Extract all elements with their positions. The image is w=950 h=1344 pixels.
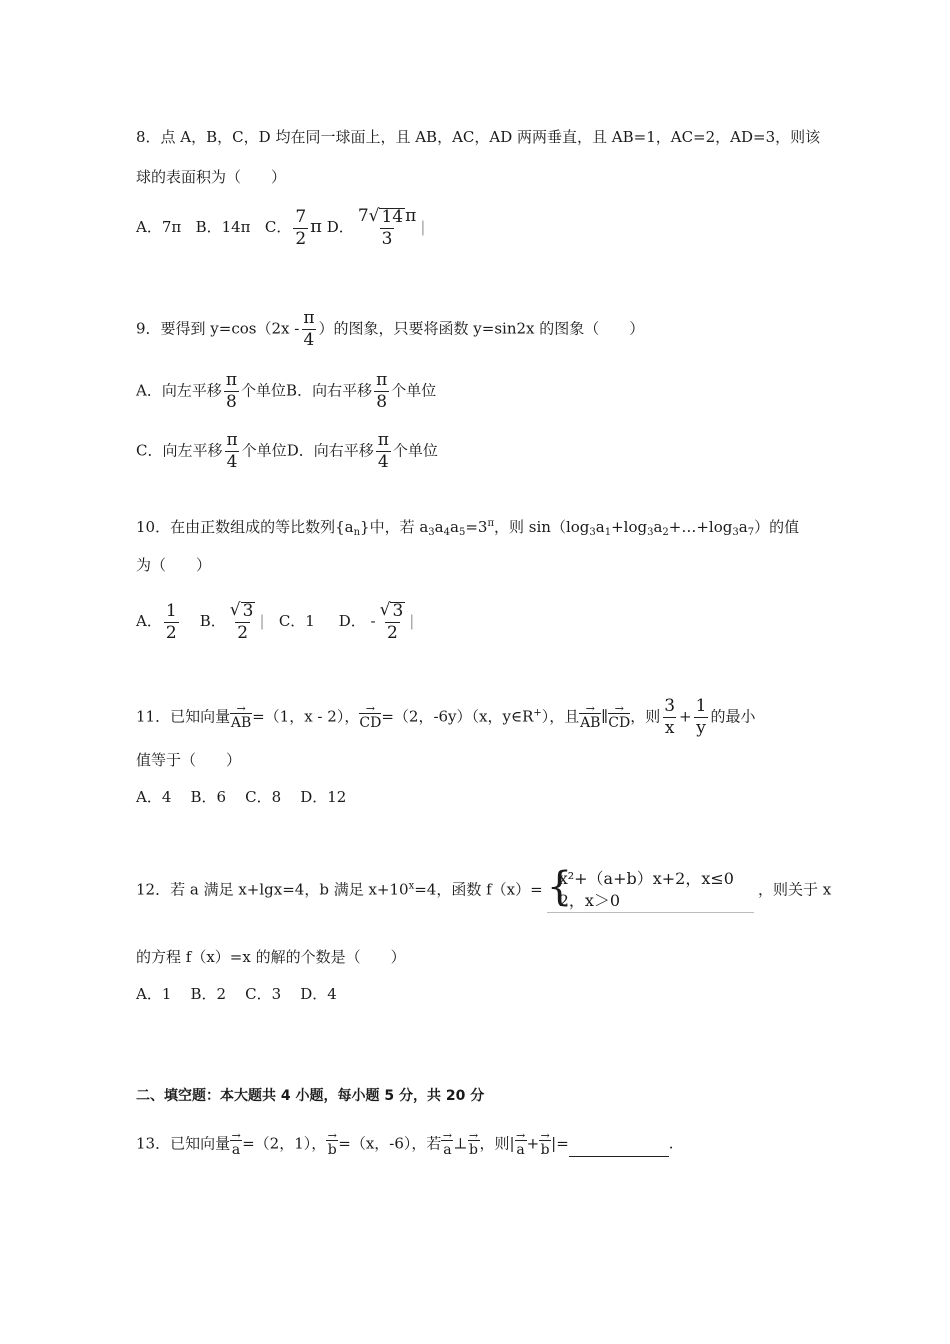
sub: n	[353, 527, 361, 538]
sub: 5	[458, 527, 466, 538]
q12-option-c: C．3	[245, 985, 282, 1003]
q10-d-frac	[378, 602, 408, 642]
case-2: 2，x＞0	[558, 891, 621, 910]
frac-num: 1	[165, 600, 177, 621]
q8-line1: 8．点 A，B，C，D 均在同一球面上，且 AB，AC，AD 两两垂直，且 AB=1，AC=2，AD=3，则该	[136, 128, 821, 146]
t: 的最小	[710, 707, 756, 726]
t: +…+log	[668, 518, 733, 536]
q10-b-frac	[228, 602, 258, 642]
q9-d-post: 个单位	[392, 441, 438, 460]
t: =（2，-6y）（x，y∈R	[381, 707, 534, 726]
t: |=	[551, 1134, 569, 1153]
vec-label: CD	[359, 715, 382, 731]
vec-label: a	[516, 1142, 525, 1158]
vector-a: → a	[442, 1129, 452, 1158]
section-heading: 二、填空题：本大题共 4 小题，每小题 5 分，共 20 分	[136, 1088, 485, 1104]
q8-option-d-frac	[356, 208, 419, 248]
q11-option-b: B．6	[190, 788, 227, 806]
q9-c-frac	[224, 432, 239, 471]
vector-b: → b	[327, 1129, 337, 1158]
sub: 2	[662, 527, 669, 538]
frac-den: 4	[226, 452, 238, 472]
frac-num: 3	[664, 696, 676, 716]
frac-den: 8	[376, 392, 388, 412]
t: ），且	[541, 707, 580, 726]
q8-line2: 球的表面积为（ ）	[136, 168, 287, 186]
sub: 3	[589, 527, 596, 538]
answer-blank[interactable]	[569, 1140, 669, 1157]
t: ，则关于 x	[757, 880, 832, 899]
q10-line1	[136, 514, 799, 543]
q8-option-c-frac	[293, 206, 308, 249]
t: 13．已知向量	[136, 1134, 231, 1153]
frac-num: π	[377, 430, 389, 450]
t: =4，函数 f（x）=	[414, 880, 543, 899]
t: 12．若 a 满足 x+lgx=4，b 满足 x+10	[136, 880, 409, 899]
sub: 3	[428, 527, 435, 538]
frac-num: √ 3	[379, 600, 404, 621]
t: a	[595, 518, 605, 536]
q10-a-frac	[164, 600, 179, 643]
radicand: 3	[242, 601, 254, 621]
q9-option-c: C．向左平移	[136, 441, 223, 460]
q9-option-b: B．向右平移	[286, 381, 373, 400]
sup: x	[408, 880, 415, 892]
q8-option-c-pi: π	[310, 216, 322, 237]
q9-stem-pre: 9．要得到 y=cos（2x -	[136, 319, 300, 338]
vec-label: b	[540, 1142, 550, 1158]
coef: 7	[357, 206, 369, 226]
sqrt: √ 14	[368, 206, 404, 227]
radicand: 14	[381, 207, 404, 227]
case-1: x²+（a+b）x+2，x≤0	[558, 869, 734, 888]
vec-label: AB	[580, 715, 601, 731]
q10-option-d: D．	[338, 612, 366, 630]
frac-den: y	[696, 718, 706, 738]
q9-c-post: 个单位	[241, 441, 287, 460]
q12-line2: 的方程 f（x）=x 的解的个数是（ ）	[136, 948, 406, 966]
sup: +	[533, 707, 542, 719]
frac-num: π	[225, 370, 238, 390]
q10-line2: 为（ ）	[136, 556, 212, 574]
frac-den: 2	[387, 623, 398, 643]
sign: -	[370, 612, 376, 630]
t: =3	[465, 518, 488, 536]
t: =（1，x - 2），	[252, 707, 360, 726]
parallel-symbol: ∥	[601, 707, 609, 726]
sub: 3	[732, 527, 739, 538]
vector-cd: → CD	[359, 702, 382, 731]
t: ，则 sin（log	[494, 518, 590, 536]
frac-num	[356, 208, 419, 228]
frac-den: 2	[165, 622, 177, 643]
q9-options-cd	[136, 432, 438, 471]
t: 11．已知向量	[136, 707, 231, 726]
q13-stem	[136, 1129, 674, 1158]
sup: π	[487, 518, 495, 529]
frac-den: 4	[377, 452, 389, 472]
q11-frac-1	[662, 698, 677, 737]
q9-option-a: A．向左平移	[136, 381, 222, 400]
t: a	[738, 518, 748, 536]
vector-ab: → AB	[230, 702, 252, 731]
t: +	[526, 1134, 540, 1153]
t: a	[434, 518, 444, 536]
q9-stem	[136, 310, 644, 349]
vector-cd: → CD	[608, 702, 631, 731]
vector-a: → a	[231, 1129, 241, 1158]
t: a	[450, 518, 459, 536]
q9-stem-frac	[301, 310, 316, 349]
frac-num: 7	[295, 206, 307, 227]
q8-option-c	[264, 206, 327, 249]
vector-a: → a	[515, 1129, 526, 1158]
q8-options	[136, 208, 425, 248]
vec-label: b	[327, 1142, 337, 1158]
t: ，则|	[479, 1134, 515, 1153]
t: 10．在由正数组成的等比数列{a	[136, 518, 354, 536]
frac-num: π	[376, 370, 388, 390]
frac-den: 8	[226, 392, 237, 412]
sub: 1	[604, 527, 612, 538]
q9-options-ab	[136, 372, 436, 411]
q11-option-d: D．12	[300, 788, 347, 806]
q8-option-d-label: D．	[326, 218, 354, 236]
q8-option-d: D． 7 √ 14 π 3 |	[326, 206, 426, 249]
q9-b-post: 个单位	[391, 381, 437, 400]
q12-option-b: B．2	[190, 985, 227, 1003]
t: +	[679, 707, 692, 726]
q12-option-a: A．1	[136, 985, 172, 1003]
q9-a-frac	[224, 372, 239, 411]
vector-ab: → AB	[580, 702, 601, 731]
vec-label: a	[231, 1142, 241, 1158]
vec-label: a	[443, 1142, 452, 1158]
q9-b-frac	[374, 372, 389, 411]
frac-den: x	[664, 718, 675, 738]
frac-num: π	[226, 430, 238, 450]
sub: 7	[747, 527, 755, 538]
q8-option-b: B．14π	[195, 218, 251, 236]
q11-line2: 值等于（ ）	[136, 751, 242, 769]
q8-option-c-label: C．	[264, 218, 292, 236]
vec-label: AB	[230, 715, 252, 731]
sub: 4	[443, 527, 450, 538]
vec-label: b	[469, 1142, 478, 1158]
q10-options: A． $\frac{1}{2}$ B． √ 3 2 | C．1 D． - √ 3 2 |	[136, 600, 415, 643]
q8-option-a: A．7π	[136, 218, 182, 236]
q11-option-c: C．8	[245, 788, 282, 806]
frac-den: 2	[237, 623, 249, 643]
q10-option-c: C．1	[278, 612, 315, 630]
piecewise-function: { x²+（a+b）x+2，x≤0 2，x＞0	[547, 868, 754, 913]
pi: π	[405, 206, 417, 226]
q12-options	[136, 984, 337, 1004]
t: }中，若 a	[360, 518, 429, 536]
frac-den: 2	[295, 228, 307, 249]
perp-symbol: ⊥	[453, 1134, 468, 1153]
t: ）的值	[754, 518, 800, 536]
frac-num: √ 3	[229, 600, 254, 621]
q12-stem	[136, 864, 832, 913]
frac-den: 3	[381, 229, 393, 249]
vec-label: CD	[608, 715, 631, 731]
q9-stem-post: ）的图象，只要将函数 y=sin2x 的图象（ ）	[318, 319, 645, 338]
q10-option-a: A．	[136, 612, 162, 630]
vector-b: → b	[540, 1129, 550, 1158]
q11-option-a: A．4	[136, 788, 172, 806]
q11-options	[136, 787, 346, 807]
q9-a-post: 个单位	[241, 381, 287, 400]
q9-d-frac	[376, 432, 391, 471]
radicand: 3	[392, 601, 404, 621]
q10-option-b: B．	[199, 612, 226, 630]
t: =（2，1），	[242, 1134, 327, 1153]
q11-frac-2	[694, 698, 709, 737]
q12-option-d: D．4	[300, 985, 337, 1003]
sub: 3	[647, 527, 654, 538]
frac-den: 4	[303, 330, 315, 350]
t: .	[668, 1134, 674, 1153]
q9-option-d: D．向右平移	[286, 441, 374, 460]
q11-stem	[136, 698, 755, 737]
t: a	[653, 518, 663, 536]
t: ，则	[630, 707, 661, 726]
frac-num: π	[303, 308, 315, 328]
vector-b: → b	[468, 1129, 479, 1158]
frac-num: 1	[695, 696, 707, 716]
t: =（x，-6），若	[338, 1134, 442, 1153]
t: +log	[611, 518, 648, 536]
